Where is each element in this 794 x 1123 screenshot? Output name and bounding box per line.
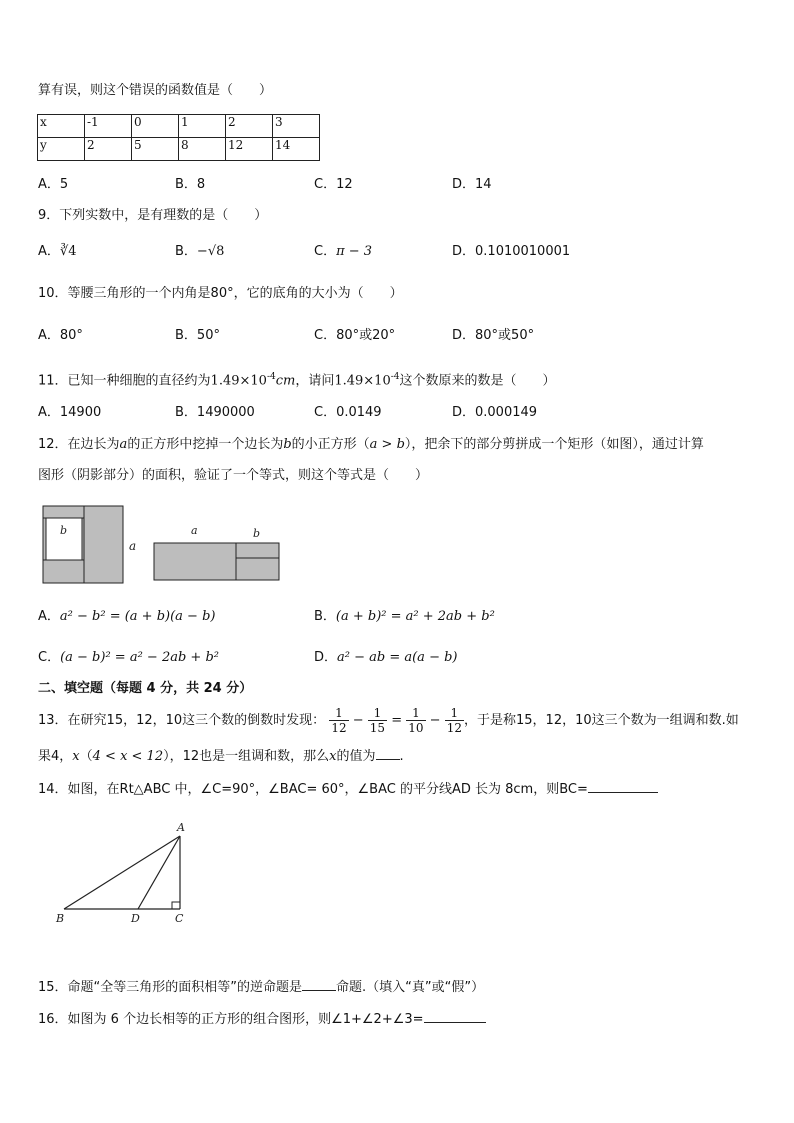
- option-expression: a² − b² = (a + b)(a − b): [59, 609, 216, 624]
- result-rectangle: [154, 543, 279, 580]
- option-value: π − 3: [336, 244, 373, 259]
- fraction: [329, 706, 348, 735]
- q11-option-d: D．0.000149: [452, 405, 538, 420]
- variable: a: [119, 437, 128, 452]
- table-row: [38, 115, 320, 138]
- point-a-label: A: [177, 821, 185, 834]
- point-d-label: D: [131, 912, 140, 925]
- stem-text: ），12也是一组调和数，那么: [163, 749, 330, 764]
- operator: −: [352, 713, 364, 728]
- stem-text: 16．如图为 6 个边长相等的正方形的组合图形，则∠1+∠2+∠3=: [38, 1012, 424, 1027]
- stem-text: 的值为: [336, 749, 376, 764]
- q13-line1: [38, 704, 739, 740]
- variable: b: [283, 437, 292, 452]
- fraction: [406, 706, 425, 735]
- stem-text: 的正方形中挖掉一个边长为: [127, 437, 284, 452]
- option-value: −√8: [196, 244, 225, 259]
- option-expression: (a + b)² = a² + 2ab + b²: [335, 609, 495, 624]
- stem-text: .: [399, 749, 404, 764]
- right-angle-mark: [172, 902, 180, 909]
- table-cell: 2: [85, 138, 132, 161]
- point-c-label: C: [175, 912, 184, 925]
- q16-stem: [38, 1010, 486, 1029]
- q12-stem-line1: [38, 436, 704, 454]
- stem-text: 果4，: [38, 749, 73, 764]
- q9-option-b: [175, 243, 224, 261]
- q8-option-d: D．14: [452, 177, 492, 192]
- segment-ad: [138, 836, 180, 909]
- number: 1.49×10: [210, 373, 267, 389]
- table-cell: y: [38, 138, 85, 161]
- q8-option-a: A．5: [38, 177, 69, 192]
- answer-blank[interactable]: [588, 780, 658, 793]
- label-a-side: a: [129, 539, 137, 553]
- fraction: [445, 706, 464, 735]
- operator: =: [391, 713, 403, 728]
- section-title: 二、填空题（每题 4 分，共 24 分）: [38, 681, 253, 696]
- stem-text: 11．已知一种细胞的直径约为: [38, 373, 211, 389]
- answer-blank[interactable]: [302, 978, 336, 991]
- stem-text: 的小正方形（: [291, 437, 370, 452]
- denominator: 15: [369, 721, 386, 735]
- q12-option-c: [38, 649, 219, 667]
- q12-figure: [40, 500, 290, 590]
- q12-stem-line2: 图形（阴影部分）的面积，验证了一个等式，则这个等式是（ ）: [38, 468, 429, 483]
- point-b-label: B: [56, 912, 65, 925]
- option-expression: (a − b)² = a² − 2ab + b²: [60, 650, 219, 665]
- stem-text: 14．如图，在Rt△ABC 中，∠C=90°，∠BAC= 60°，∠BAC 的平分线AD 长为 8cm，则BC=: [38, 782, 588, 797]
- q8-stem: 算有误，则这个错误的函数值是（ ）: [38, 83, 273, 98]
- stem-text: 这个数原来的数是（ ）: [399, 373, 556, 389]
- table-cell: 14: [273, 138, 320, 161]
- table-cell: x: [38, 115, 85, 138]
- table-cell: 12: [226, 138, 273, 161]
- option-label: A．: [38, 609, 60, 624]
- table-cell: 2: [226, 115, 273, 138]
- option-label: D．: [452, 244, 476, 259]
- table-cell: 0: [132, 115, 179, 138]
- label-b-top: b: [253, 527, 261, 540]
- stem-text: 13．在研究15，12，10这三个数的倒数时发现：: [38, 713, 326, 728]
- q8-option-b: B．8: [175, 177, 206, 192]
- q10-option-c: C．80°或20°: [314, 328, 396, 343]
- operator: −: [429, 713, 441, 728]
- q11-option-c: C．0.0149: [314, 405, 382, 420]
- q14-stem: [38, 780, 658, 799]
- q11-option-b: B．1490000: [175, 405, 255, 420]
- option-label: C．: [314, 244, 337, 259]
- q10-option-d: D．80°或50°: [452, 328, 535, 343]
- option-label: B．: [314, 609, 336, 624]
- table-cell: 3: [273, 115, 320, 138]
- side-ab: [64, 836, 180, 909]
- numerator: 1: [406, 706, 425, 721]
- option-value: 0.1010010001: [475, 244, 571, 259]
- stem-text: ，于是称15，12，10这三个数为一组调和数.如: [464, 713, 739, 728]
- stem-text: ），把余下的部分剪拼成一个矩形（如图），通过计算: [404, 437, 704, 452]
- stem-text: 命题.（填入“真”或“假”）: [336, 980, 485, 995]
- option-label: D．: [314, 650, 338, 665]
- option-label: A．: [38, 244, 60, 259]
- q12-option-b: [314, 608, 495, 626]
- table-cell: 1: [179, 115, 226, 138]
- table-cell: -1: [85, 115, 132, 138]
- table-cell: 8: [179, 138, 226, 161]
- stem-text: （: [79, 749, 93, 764]
- answer-blank[interactable]: [424, 1010, 486, 1023]
- exponent: -4: [390, 372, 400, 382]
- label-b-small: b: [60, 524, 68, 537]
- table-cell: 5: [132, 138, 179, 161]
- q13-line2: [38, 747, 404, 766]
- exponent: -4: [266, 372, 276, 382]
- q11-stem: [38, 368, 556, 390]
- numerator: 1: [445, 706, 464, 721]
- numerator: 1: [368, 706, 387, 721]
- unit: cm: [275, 373, 296, 389]
- denominator: 12: [446, 721, 462, 735]
- q10-option-a: A．80°: [38, 328, 83, 343]
- stem-text: 12．在边长为: [38, 437, 120, 452]
- q10-stem: 10．等腰三角形的一个内角是80°，它的底角的大小为（ ）: [38, 286, 403, 301]
- numerator: 1: [329, 706, 348, 721]
- denominator: 10: [408, 721, 424, 735]
- table-row: [38, 138, 320, 161]
- q12-option-a: [38, 608, 215, 626]
- option-label: C．: [38, 650, 61, 665]
- q15-stem: [38, 978, 484, 997]
- q14-triangle-figure: [50, 816, 210, 928]
- fraction: [368, 706, 387, 735]
- condition: 4 < x < 12: [92, 749, 164, 764]
- q12-option-d: [314, 649, 458, 667]
- q8-option-c: C．12: [314, 177, 353, 192]
- option-expression: a² − ab = a(a − b): [337, 650, 458, 665]
- q9-option-a: [38, 243, 76, 261]
- answer-blank[interactable]: [376, 747, 400, 760]
- variable: x: [329, 749, 337, 764]
- option-label: B．: [175, 244, 197, 259]
- condition: a > b: [369, 437, 405, 452]
- value-table: [37, 114, 320, 161]
- denominator: 12: [331, 721, 347, 735]
- q9-option-d: [452, 243, 570, 261]
- variable: x: [72, 749, 80, 764]
- q11-option-a: A．14900: [38, 405, 102, 420]
- stem-text: 15．命题“全等三角形的面积相等”的逆命题是: [38, 980, 303, 995]
- q10-option-b: B．50°: [175, 328, 220, 343]
- stem-text: ，请问: [295, 373, 335, 389]
- option-value: ∛4: [59, 244, 77, 259]
- label-a-top: a: [191, 524, 198, 537]
- q9-option-c: [314, 243, 372, 261]
- number: 1.49×10: [334, 373, 391, 389]
- q9-stem: 9．下列实数中，是有理数的是（ ）: [38, 208, 268, 223]
